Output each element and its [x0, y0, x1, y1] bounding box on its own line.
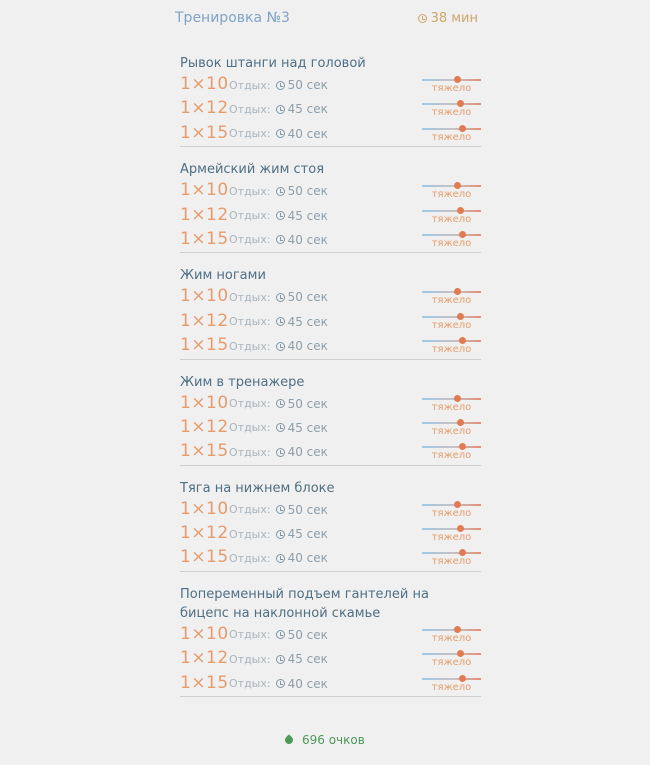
rest-info: [229, 652, 328, 666]
set-row: [180, 310, 481, 334]
rest-label: Отдых:: [229, 209, 271, 223]
set-row: [180, 623, 481, 647]
set-row: [180, 672, 481, 696]
slider-thumb[interactable]: [459, 337, 466, 344]
difficulty-label: тяжело: [431, 213, 472, 225]
difficulty-label: тяжело: [431, 507, 472, 519]
rest-time: 50 сек: [287, 627, 328, 642]
slider-thumb[interactable]: [459, 443, 466, 450]
set-reps: 1×15: [180, 547, 229, 568]
points-footer: [0, 733, 650, 747]
clock-icon: [276, 317, 285, 326]
difficulty-label: тяжело: [431, 632, 472, 644]
rest-info: [229, 628, 328, 642]
set-row: [180, 440, 481, 464]
difficulty-label: тяжело: [431, 425, 472, 437]
rest-info: [229, 527, 328, 541]
exercise-name: Тяга на нижнем блоке: [180, 480, 335, 496]
difficulty-label: тяжело: [431, 107, 472, 119]
clock-icon: [276, 211, 285, 220]
slider-thumb[interactable]: [459, 549, 466, 556]
exercise-block: [180, 52, 481, 147]
set-reps: 1×12: [180, 310, 229, 331]
slider-thumb[interactable]: [457, 313, 464, 320]
difficulty-slider[interactable]: [422, 672, 481, 696]
clock-icon: [276, 235, 285, 244]
rest-info: [229, 445, 328, 459]
slider-thumb[interactable]: [459, 125, 466, 132]
rest-label: Отдых:: [229, 628, 271, 642]
rest-info: [229, 78, 328, 92]
difficulty-slider[interactable]: [422, 392, 481, 416]
set-row: [180, 334, 481, 358]
clock-icon: [276, 554, 285, 563]
rest-time: 50 сек: [287, 78, 328, 92]
slider-track[interactable]: [422, 128, 481, 130]
rest-info: [229, 503, 328, 517]
set-row: [180, 647, 481, 671]
rest-label: Отдых:: [229, 102, 271, 116]
set-reps: 1×12: [180, 204, 229, 225]
clock-icon: [276, 505, 285, 514]
exercise-name: Жим ногами: [180, 268, 266, 284]
difficulty-slider[interactable]: [422, 440, 481, 464]
clock-icon: [276, 293, 285, 302]
set-reps: 1×12: [180, 416, 229, 437]
difficulty-slider[interactable]: [422, 310, 481, 334]
set-reps: 1×10: [180, 498, 229, 519]
rest-info: [229, 102, 328, 116]
rest-info: [229, 677, 328, 691]
clock-icon: [276, 655, 285, 664]
slider-track[interactable]: [422, 185, 481, 187]
rest-time: 50 сек: [287, 184, 328, 199]
set-reps: 1×15: [180, 122, 229, 143]
rest-time: 40 сек: [287, 676, 328, 691]
slider-track[interactable]: [422, 422, 481, 424]
difficulty-label: тяжело: [431, 450, 472, 462]
slider-thumb[interactable]: [459, 675, 466, 682]
rest-info: [229, 339, 328, 353]
clock-icon: [276, 679, 285, 688]
rest-info: [229, 233, 328, 247]
slider-track[interactable]: [422, 234, 481, 236]
difficulty-label: тяжело: [431, 401, 472, 413]
difficulty-slider[interactable]: [422, 179, 481, 203]
slider-track[interactable]: [422, 629, 481, 631]
clock-icon: [276, 423, 285, 432]
exercise-block: [180, 477, 481, 572]
slider-thumb[interactable]: [454, 501, 461, 508]
difficulty-label: тяжело: [431, 83, 472, 94]
rest-info: [229, 421, 328, 435]
slider-thumb[interactable]: [457, 207, 464, 214]
rest-label: Отдых:: [229, 445, 271, 459]
slider-track[interactable]: [422, 678, 481, 680]
points-value: 696 очков: [302, 733, 365, 747]
slider-track[interactable]: [422, 340, 481, 342]
set-row: [180, 392, 481, 416]
clock-icon: [276, 448, 285, 457]
rest-info: [229, 290, 328, 304]
slider-thumb[interactable]: [454, 76, 461, 83]
set-row: [180, 285, 481, 309]
exercise-list: [180, 52, 481, 708]
workout-title: Тренировка №3: [175, 10, 290, 26]
exercise-name: Рывок штанги над головой: [180, 56, 366, 71]
slider-thumb[interactable]: [457, 100, 464, 107]
slider-thumb[interactable]: [454, 626, 461, 633]
exercise-name: Жим в тренажере: [180, 374, 305, 390]
slider-track[interactable]: [422, 528, 481, 530]
set-row: [180, 498, 481, 522]
slider-thumb[interactable]: [459, 231, 466, 238]
set-row: [180, 73, 481, 97]
rest-time: 45 сек: [287, 208, 328, 223]
difficulty-label: тяжело: [431, 319, 472, 331]
rest-label: Отдых:: [229, 397, 271, 411]
set-row: [180, 228, 481, 252]
set-reps: 1×10: [180, 74, 229, 94]
exercise-name: Армейский жим стоя: [180, 162, 325, 178]
rest-label: Отдых:: [229, 503, 271, 517]
rest-time: 50 сек: [287, 502, 328, 517]
set-reps: 1×15: [180, 228, 229, 249]
rest-label: Отдых:: [229, 677, 271, 691]
difficulty-label: тяжело: [431, 131, 472, 143]
rest-label: Отдых:: [229, 78, 271, 92]
rest-time: 40 сек: [287, 551, 328, 566]
clock-icon: [276, 399, 285, 408]
workout-duration: [418, 11, 478, 26]
difficulty-label: тяжело: [431, 344, 472, 356]
set-reps: 1×12: [180, 98, 229, 119]
clock-icon: [276, 630, 285, 639]
difficulty-slider[interactable]: [422, 97, 481, 121]
slider-track[interactable]: [422, 210, 481, 212]
rest-label: Отдых:: [229, 127, 271, 141]
set-row: [180, 416, 481, 440]
difficulty-slider[interactable]: [422, 647, 481, 671]
clock-icon: [276, 81, 285, 90]
slider-thumb[interactable]: [457, 419, 464, 426]
rest-time: 40 сек: [287, 445, 328, 460]
set-reps: 1×10: [180, 623, 229, 644]
difficulty-slider[interactable]: [422, 416, 481, 440]
set-row: [180, 179, 481, 203]
difficulty-slider[interactable]: [422, 334, 481, 358]
difficulty-slider[interactable]: [422, 498, 481, 522]
duration-value: 38 мин: [430, 10, 478, 26]
rest-time: 40 сек: [287, 126, 328, 141]
slider-thumb[interactable]: [457, 525, 464, 532]
difficulty-label: тяжело: [431, 556, 472, 568]
rest-info: [229, 315, 328, 329]
difficulty-label: тяжело: [431, 189, 472, 201]
slider-thumb[interactable]: [454, 182, 461, 189]
difficulty-slider[interactable]: [422, 285, 481, 309]
difficulty-label: тяжело: [431, 295, 472, 307]
slider-track[interactable]: [422, 552, 481, 554]
rest-time: 40 сек: [287, 339, 328, 354]
set-row: [180, 522, 481, 546]
set-reps: 1×12: [180, 648, 229, 669]
difficulty-slider[interactable]: [422, 73, 481, 97]
rest-time: 50 сек: [287, 290, 328, 305]
exercise-block: [180, 264, 481, 359]
slider-track[interactable]: [422, 291, 481, 293]
rest-label: Отдых:: [229, 339, 271, 353]
rest-info: [229, 127, 328, 141]
set-reps: 1×15: [180, 441, 229, 462]
slider-track[interactable]: [422, 398, 481, 400]
rest-time: 45 сек: [287, 652, 328, 667]
set-row: [180, 97, 481, 121]
difficulty-slider[interactable]: [422, 546, 481, 570]
exercise-block: [180, 158, 481, 253]
difficulty-label: тяжело: [431, 532, 472, 544]
slider-track[interactable]: [422, 316, 481, 318]
rest-label: Отдых:: [229, 421, 271, 435]
rest-info: [229, 551, 328, 565]
rest-info: [229, 397, 328, 411]
slider-track[interactable]: [422, 79, 481, 81]
difficulty-slider[interactable]: [422, 228, 481, 252]
set-reps: 1×12: [180, 523, 229, 544]
clock-icon: [276, 530, 285, 539]
rest-time: 50 сек: [287, 396, 328, 411]
clock-icon: [276, 342, 285, 351]
clock-icon: [276, 187, 285, 196]
rest-label: Отдых:: [229, 233, 271, 247]
rest-time: 40 сек: [287, 232, 328, 247]
slider-track[interactable]: [422, 504, 481, 506]
difficulty-slider[interactable]: [422, 122, 481, 146]
clock-icon: [418, 14, 427, 23]
set-reps: 1×15: [180, 335, 229, 356]
difficulty-slider[interactable]: [422, 623, 481, 647]
difficulty-slider[interactable]: [422, 204, 481, 228]
rest-time: 45 сек: [287, 314, 328, 329]
difficulty-slider[interactable]: [422, 522, 481, 546]
set-reps: 1×10: [180, 180, 229, 201]
slider-thumb[interactable]: [454, 288, 461, 295]
slider-track[interactable]: [422, 653, 481, 655]
slider-track[interactable]: [422, 103, 481, 105]
set-row: [180, 546, 481, 570]
rest-label: Отдых:: [229, 290, 271, 304]
rest-label: Отдых:: [229, 184, 271, 198]
workout-header: [175, 8, 478, 28]
rest-label: Отдых:: [229, 652, 271, 666]
difficulty-label: тяжело: [431, 657, 472, 669]
rest-label: Отдых:: [229, 527, 271, 541]
rest-label: Отдых:: [229, 315, 271, 329]
slider-track[interactable]: [422, 446, 481, 448]
exercise-block: [180, 371, 481, 466]
rest-time: 45 сек: [287, 527, 328, 542]
rest-time: 45 сек: [287, 420, 328, 435]
exercise-block: [180, 583, 481, 697]
clock-icon: [276, 105, 285, 114]
clock-icon: [276, 129, 285, 138]
rest-info: [229, 209, 328, 223]
set-reps: 1×15: [180, 672, 229, 693]
slider-thumb[interactable]: [457, 650, 464, 657]
rocket-icon: [284, 734, 295, 745]
slider-thumb[interactable]: [454, 395, 461, 402]
set-reps: 1×10: [180, 286, 229, 307]
set-row: [180, 122, 481, 146]
exercise-name: Попеременный подъем гантелей на бицепс на наклонной скамье: [180, 586, 429, 621]
difficulty-label: тяжело: [431, 681, 472, 693]
rest-label: Отдых:: [229, 551, 271, 565]
rest-info: [229, 184, 328, 198]
set-reps: 1×10: [180, 392, 229, 413]
rest-time: 45 сек: [287, 102, 328, 117]
set-row: [180, 204, 481, 228]
difficulty-label: тяжело: [431, 237, 472, 249]
